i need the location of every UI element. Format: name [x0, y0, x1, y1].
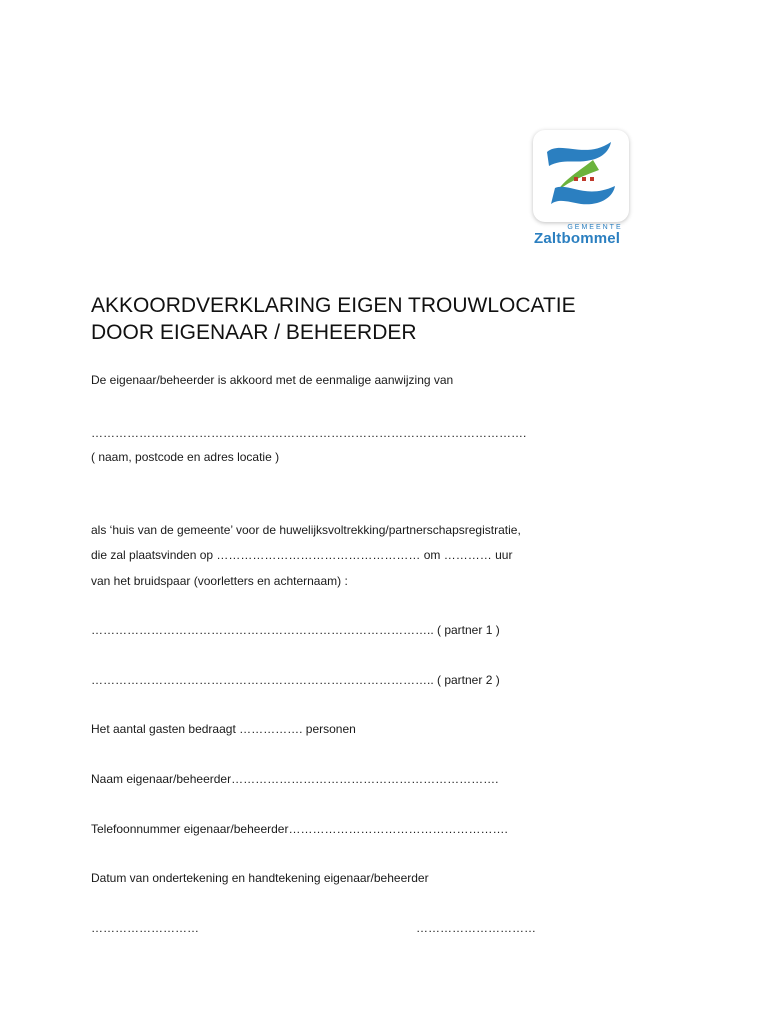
title-line-1: AKKOORDVERKLARING EIGEN TROUWLOCATIE: [91, 294, 576, 317]
location-blank: ……………………………………………………………………………………………….: [91, 426, 527, 440]
guests-line: Het aantal gasten bedraagt ……………. personen: [91, 722, 356, 736]
title-line-2: DOOR EIGENAAR / BEHEERDER: [91, 321, 417, 344]
date-time-line: die zal plaatsvinden op …………………………………………… om ………… uur: [91, 548, 513, 562]
signature-label: Datum van ondertekening en handtekening eigenaar/beheerder: [91, 871, 429, 885]
location-hint: ( naam, postcode en adres locatie ): [91, 450, 280, 464]
gemeente-zaltbommel-logo: [528, 126, 634, 250]
partner-1-line: ………………………………………………………………………….. ( partner 1 ): [91, 623, 500, 637]
page-title: [91, 292, 576, 346]
intro-text: De eigenaar/beheerder is akkoord met de eenmalige aanwijzing van: [91, 373, 454, 387]
purpose-text: als ‘huis van de gemeente’ voor de huwelijksvoltrekking/partnerschapsregistratie,: [91, 523, 521, 537]
logo-gemeente-text: GEMEENTE: [567, 224, 623, 231]
sign-date-blank: ………………………: [91, 921, 199, 935]
owner-phone-line: Telefoonnummer eigenaar/beheerder……………………………………………….: [91, 822, 508, 836]
owner-name-line: Naam eigenaar/beheerder………………………………………………………….: [91, 772, 499, 786]
logo-emblem: [533, 130, 629, 222]
partner-2-line: ………………………………………………………………………….. ( partner 2 ): [91, 673, 500, 687]
logo-z-icon: [533, 130, 629, 222]
sign-signature-blank: …………………………: [416, 921, 536, 935]
couple-label: van het bruidspaar (voorletters en achternaam) :: [91, 574, 348, 588]
logo-name-text: Zaltbommel: [534, 230, 621, 247]
